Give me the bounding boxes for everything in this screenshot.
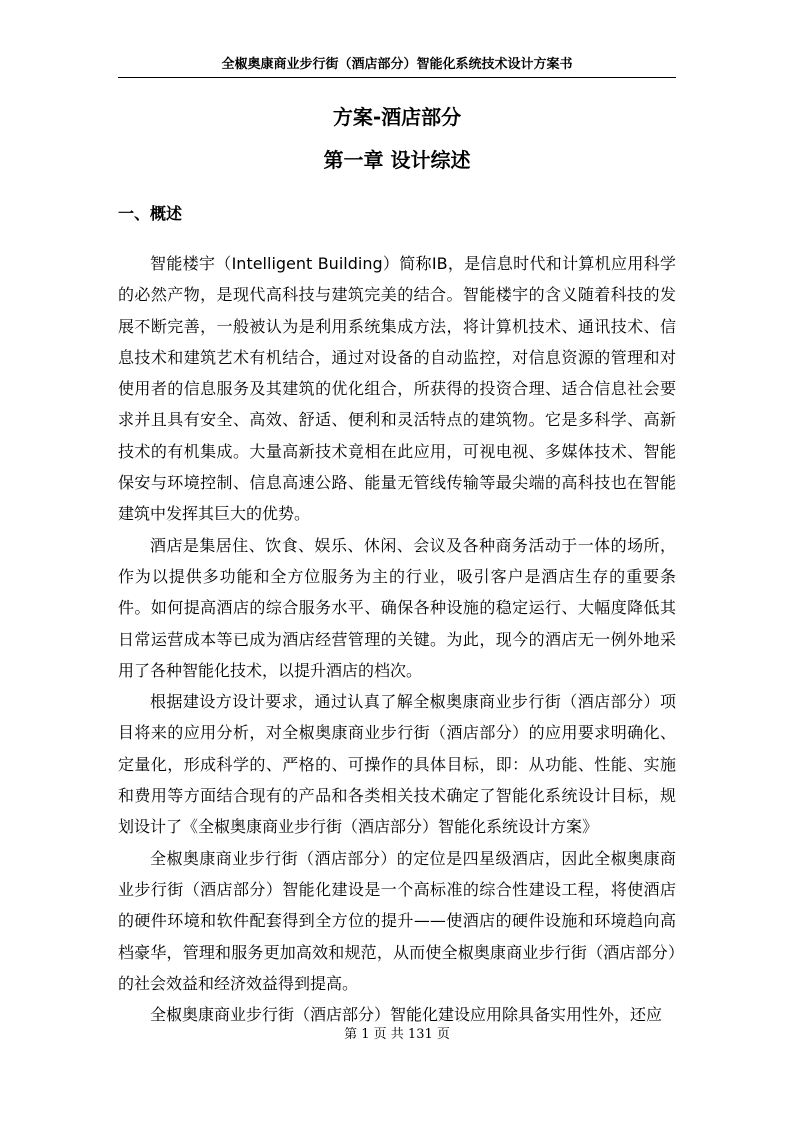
paragraph: 全椒奥康商业步行街（酒店部分）的定位是四星级酒店，因此全椒奥康商业步行街（酒店部分）智能化建设是一个高标准的综合性建设工程，将使酒店的硬件环境和软件配套得到全方位的提升——使酒店的硬件设施和环境趋向高档豪华，管理和服务更加高效和规范，从而使全椒奥康商业步行街（酒店部分）的社会效益和经济效益得到提高。 [118,848,676,993]
section-heading: 一、概述 [118,204,183,223]
paragraph: 酒店是集居住、饮食、娱乐、休闲、会议及各种商务活动于一体的场所，作为以提供多功能和全方位服务为主的行业，吸引客户是酒店生存的重要条件。如何提高酒店的综合服务水平、确保各种设施的稳定运行、大幅度降低其日常运营成本等已成为酒店经营管理的关键。为此，现今的酒店无一例外地采用了各种智能化技术，以提升酒店的档次。 [118,535,676,680]
paragraph: 智能楼宇（Intelligent Building）简称IB，是信息时代和计算机应用科学的必然产物，是现代高科技与建筑完美的结合。智能楼宇的含义随着科技的发展不断完善，一般被认为是利用系统集成方法，将计算机技术、通讯技术、信息技术和建筑艺术有机结合，通过对设备的自动监控，对信息资源的管理和对使用者的信息服务及其建筑的优化组合，所获得的投资合理、适合信息社会要求并且具有安全、高效、舒适、便利和灵活特点的建筑物。它是多科学、高新技术的有机集成。大量高新技术竟相在此应用，可视电视、多媒体技术、智能保安与环境控制、信息高速公路、能量无管线传输等最尖端的高科技也在智能建筑中发挥其巨大的优势。 [118,254,676,524]
page-number: 第 1 页 共 131 页 [344,1027,450,1042]
running-header: 全椒奥康商业步行街（酒店部分）智能化系统技术设计方案书 [221,57,573,72]
body-text [118,248,676,1030]
document-title: 方案-酒店部分 [332,105,462,129]
header-divider [118,77,676,78]
paragraph: 根据建设方设计要求，通过认真了解全椒奥康商业步行街（酒店部分）项目将来的应用分析，对全椒奥康商业步行街（酒店部分）的应用要求明确化、定量化，形成科学的、严格的、可操作的具体目标，即：从功能、性能、实施和费用等方面结合现有的产品和各类相关技术确定了智能化系统设计目标，规划设计了《全椒奥康商业步行街（酒店部分）智能化系统设计方案》 [118,692,676,837]
paragraph: 全椒奥康商业步行街（酒店部分）智能化建设应用除具备实用性外，还应 [150,1005,663,1025]
chapter-title: 第一章 设计综述 [323,148,471,172]
